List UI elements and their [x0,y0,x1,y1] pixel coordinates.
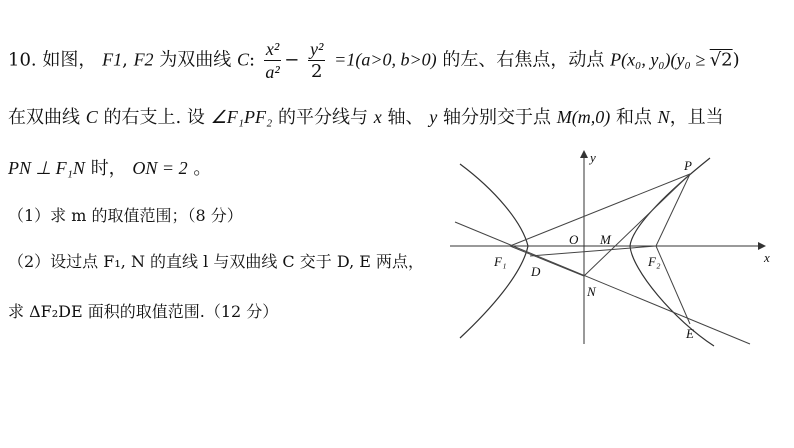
line2-text-a: 在双曲线 [8,107,80,128]
label-o: O [569,232,579,247]
focus-f1: F1 [102,49,123,70]
line-d-f2 [530,246,656,256]
line2-text-e: ，且当 [669,107,724,128]
equation-tail: =1(a>0, b>0) [334,49,437,70]
problem-number: 10. [8,49,37,71]
line-f2-p [656,174,690,246]
x-axis-name: x [373,107,382,127]
problem-line-1: 10. 如图， F1, F2 为双曲线 C: $\frac{\text{x²}}{\text{a²}}$ − $\frac{\text{y²}}{2}$ =1(a>0, b>0) 的左、右焦点，动点 P(x₀, y₀)(y₀ ≥ √2) [8,39,740,82]
line2-text-b: 的右支上. 设 [103,107,205,128]
curve-name-2: C [85,107,98,127]
angle-text: ∠F₁PF₂ [210,107,273,127]
foci-description: 的左、右焦点，动点 [442,49,605,71]
label-d: D [531,264,541,279]
hyperbola-word: 为双曲线 [159,49,232,71]
line3-time: 时， [90,158,127,179]
hyperbola-figure [450,150,790,350]
label-y: y [590,150,596,165]
curve-name: C [237,49,250,70]
line-f1-n [510,246,584,276]
perpendicular-condition: PN ⊥ F₁N [8,158,85,178]
point-n-text: N [657,107,670,127]
label-n: N [587,284,596,299]
fraction-x: $\frac{\text{x²}}{\text{a²}}$ [265,39,280,82]
axis-word-2: 轴分别交于点 [442,107,551,128]
point-m-text: M(m,0) [556,107,611,127]
question-3: 求 ΔF₂DE 面积的取值范围.（12 分） [8,302,279,321]
right-branch [630,158,714,346]
line2-text-c: 的平分线与 [278,107,369,128]
intro-text: 如图， [42,49,97,71]
point-p-close: ) [732,49,740,71]
problem-line-3 [8,156,211,181]
line2-text-d: 和点 [615,107,652,128]
label-p: P [684,158,692,173]
label-f1: F₁ [494,254,507,269]
label-m: M [600,232,611,247]
on-length: ON = 2 [132,158,188,178]
label-x: x [764,250,770,265]
line-p-n [584,174,690,276]
y-axis-name: y [429,107,438,127]
focus-f2: F2 [133,49,154,70]
label-f2: F₂ [648,254,661,269]
left-branch [460,164,528,338]
fraction-y: $\frac{\text{y²}}{2}$ [310,39,324,82]
problem-line-2 [8,105,724,130]
sqrt-two: √2 [709,49,733,71]
point-p-text: P(x₀, y₀)(y₀ ≥ [610,49,710,70]
label-e: E [686,326,694,341]
question-2: （2）设过点 F₁, N 的直线 l 与双曲线 C 交于 D, E 两点， [8,252,425,271]
line3-end: 。 [193,158,212,179]
question-1: （1）求 m 的取值范围；（8 分） [8,206,243,225]
axis-word-1: 轴、 [387,107,424,128]
